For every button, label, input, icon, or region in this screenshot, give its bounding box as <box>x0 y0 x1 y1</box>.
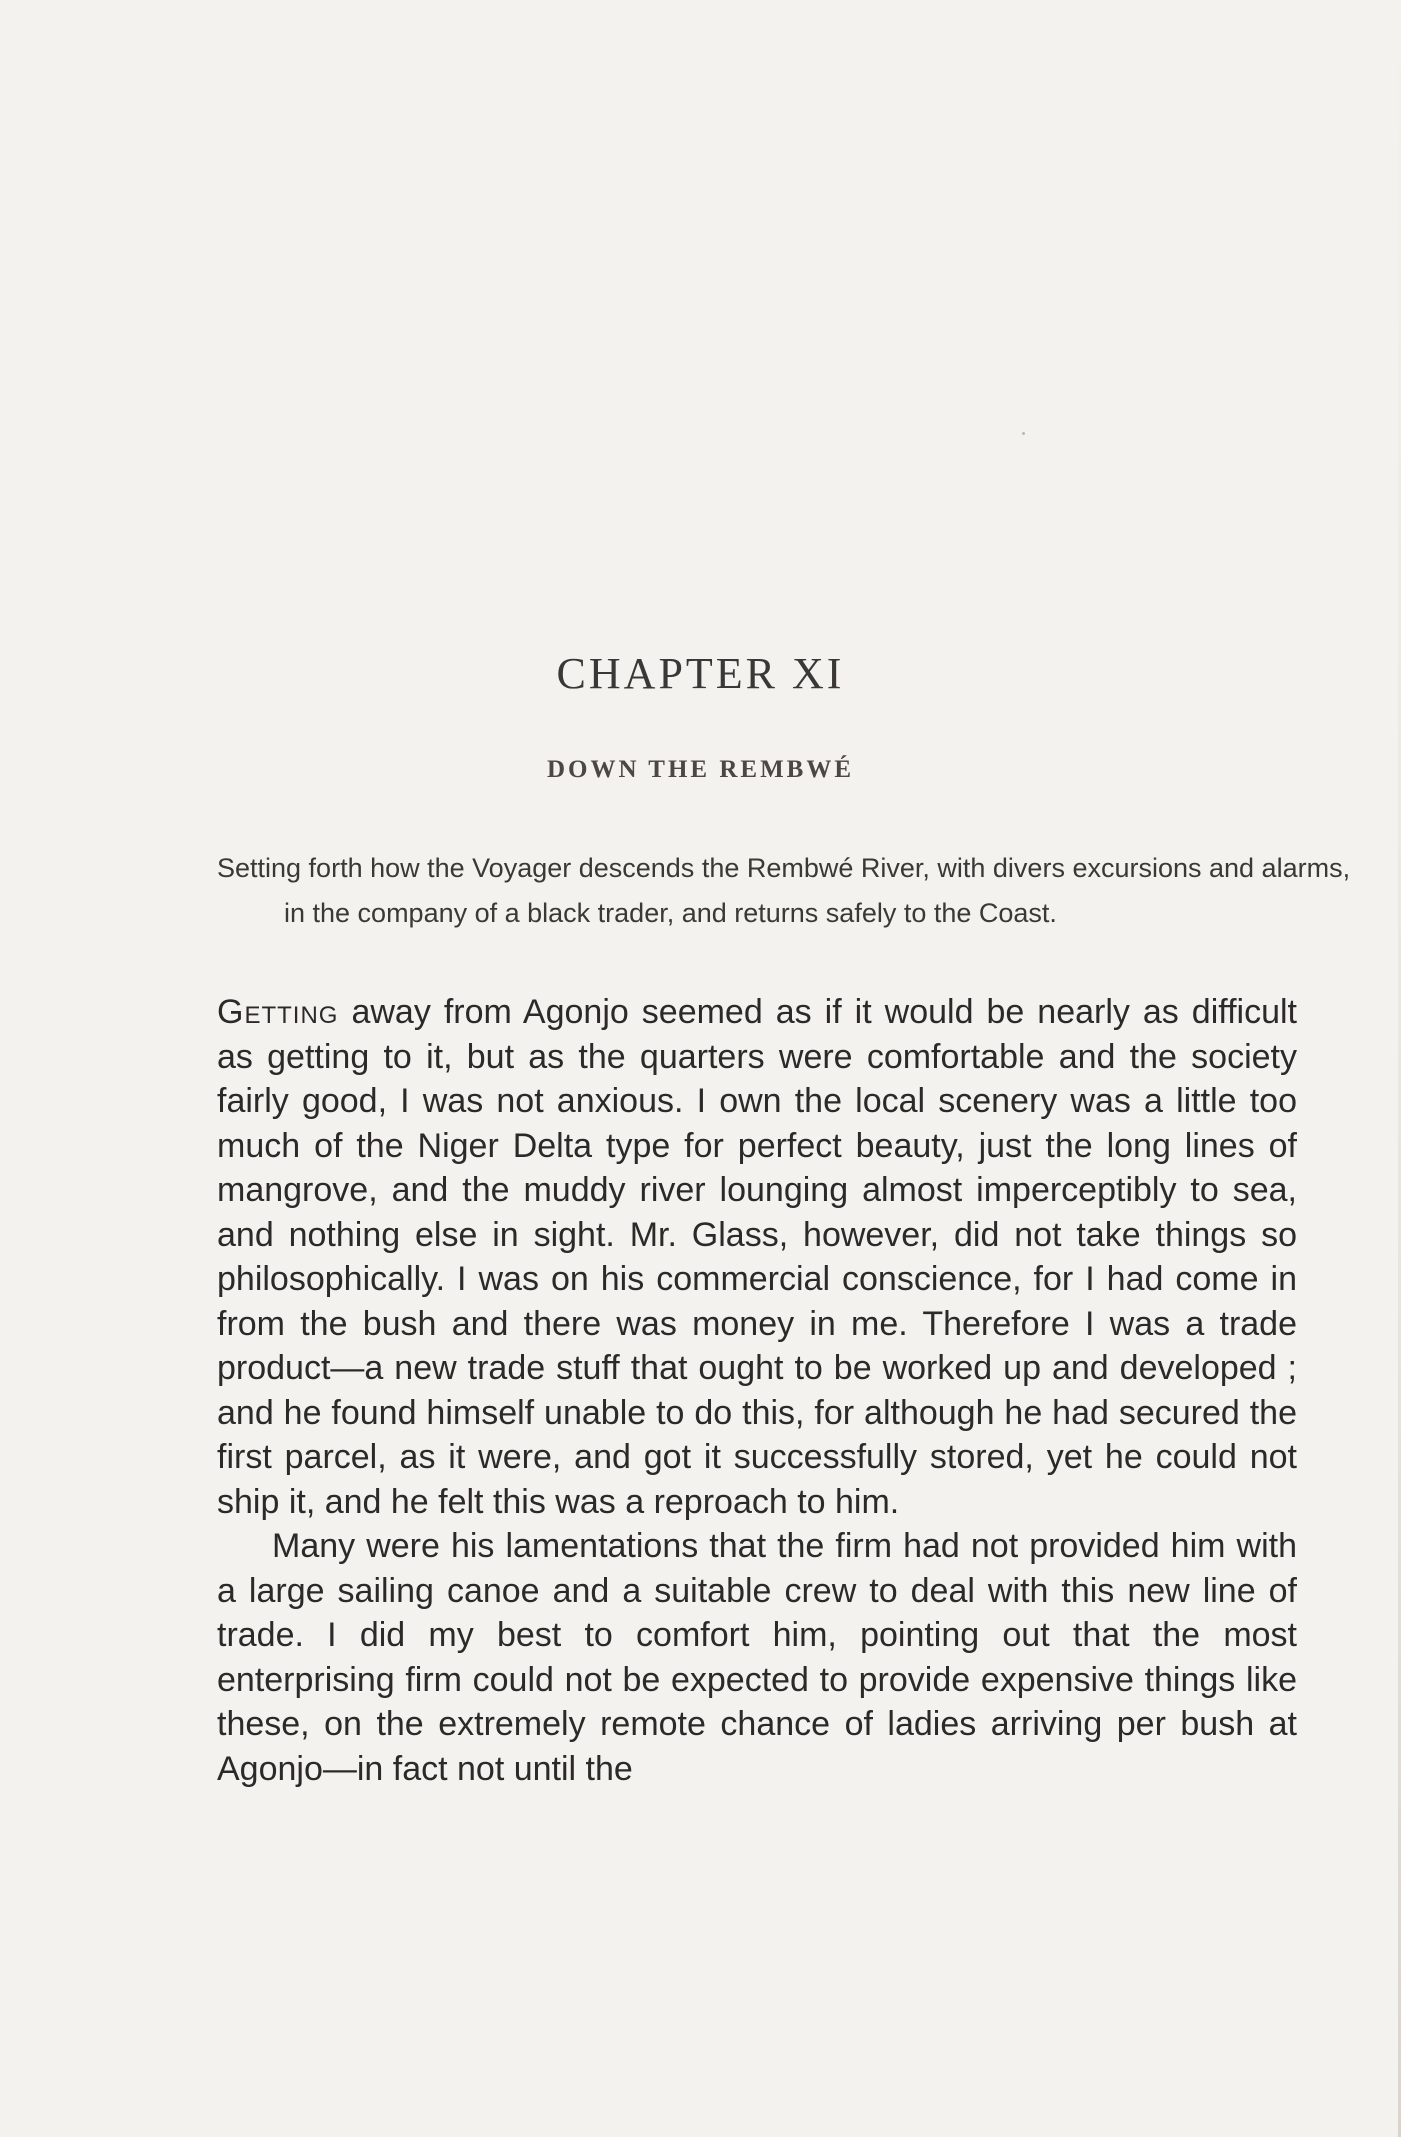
chapter-title: CHAPTER XI <box>556 649 845 698</box>
paragraph-1 <box>217 990 1297 1524</box>
paragraph-text: away from Agonjo seemed as if it would be nearly as difficult as getting to it, but as the quarters were comfortable and the society fairly good, I was not anxious. I own the local scenery was a little too much of the Niger Delta type for perfect beauty, just the long lines of mangrove, and the muddy river lounging almost imperceptibly to sea, and nothing else in sight. Mr. Glass, however, did not take things so philosophically. I was on his commercial conscience, for I had come in from the bush and there was money in me. Therefore I was a trade product—a new trade stuff that ought to be worked up and developed ; and he found himself unable to do this, for although he had secured the first parcel, as it were, and got it successfully stored, yet he could not ship it, and he felt this was a reproach to him. <box>217 993 1297 1521</box>
chapter-synopsis: Setting forth how the Voyager descends the Rembwé River, with divers excursions and alarms, in the company of a black trader, and returns safely to the Coast. <box>217 853 1351 928</box>
paper-speck <box>1022 432 1025 435</box>
paragraph-2: Many were his lamentations that the firm had not provided him with a large sailing canoe and a suitable crew to deal with this new line of trade. I did my best to comfort him, pointing out that the most enterprising firm could not be expected to provide expensive things like these, on the extremely remote chance of ladies arriving per bush at Agonjo—in fact not until the <box>217 1527 1297 1788</box>
paragraph-lead-word: Getting <box>217 993 339 1031</box>
chapter-body <box>217 990 1297 1791</box>
chapter-subtitle: DOWN THE REMBWÉ <box>546 756 855 783</box>
